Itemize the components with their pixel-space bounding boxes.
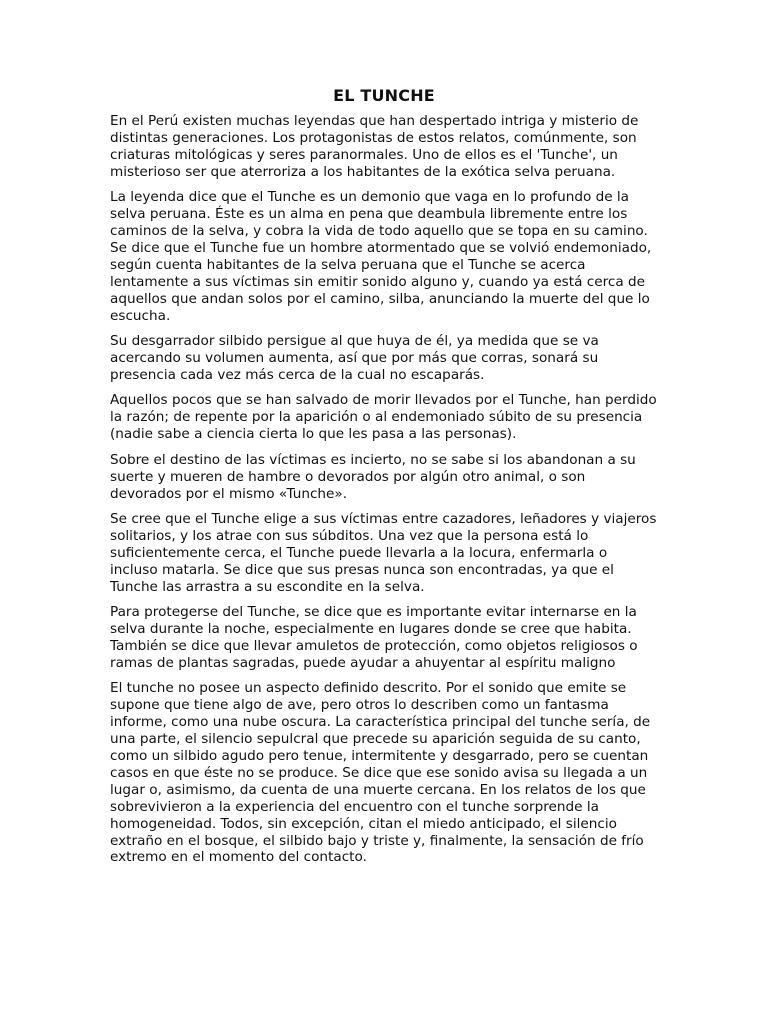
paragraph-victims-fate: Sobre el destino de las víctimas es incierto, no se sabe si los abandonan a su suerte y mueren de hambre o devorados por algún otro animal, o son devorados por el mismo «Tunche».	[110, 451, 636, 502]
document-title: EL TUNCHE	[333, 86, 435, 105]
document-body	[110, 113, 658, 866]
paragraph-survivors: Aquellos pocos que se han salvado de morir llevados por el Tunche, han perdido la razón; de repente por la aparición o al endemoniado súbito de su presencia (nadie sabe a ciencia cierta lo que les pasa a las personas).	[110, 392, 657, 443]
paragraph-protection: Para protegerse del Tunche, se dice que es importante evitar internarse en la selva durante la noche, especialmente en lugares donde se cree que habita. También se dice que llevar amuletos de protección, como objetos religiosos o ramas de plantas sagradas, puede ayudar a ahuyentar al espíritu maligno	[110, 604, 638, 671]
paragraph-legend: La leyenda dice que el Tunche es un demonio que vaga en lo profundo de la selva peruana. Éste es un alma en pena que deambula libremente entre los caminos de la selva, y cobra la vida de todo aquello que se topa en su camino. Se dice que el Tunche fue un hombre atormentado que se volvió endemoniado, según cuenta habitantes de la selva peruana que el Tunche se acerca lentamente a sus víctimas sin emitir sonido alguno y, cuando ya está cerca de aquellos que andan solos por el camino, silba, anunciando la muerte del que lo escucha.	[110, 189, 652, 324]
paragraph-chosen-victims: Se cree que el Tunche elige a sus víctimas entre cazadores, leñadores y viajeros solitarios, y los atrae con sus súbditos. Una vez que la persona está lo suficientemente cerca, el Tunche puede llevarla a la locura, enfermarla o incluso matarla. Se dice que sus presas nunca son encontradas, ya que el Tunche las arrastra a su escondite en la selva.	[110, 511, 657, 595]
paragraph-appearance: El tunche no posee un aspecto definido descrito. Por el sonido que emite se supone que tiene algo de ave, pero otros lo describen como un fantasma informe, como una nube oscura. La característica principal del tunche sería, de una parte, el silencio sepulcral que precede su aparición seguida de su canto, como un silbido agudo pero tenue, intermitente y desgarrado, pero se cuentan casos en que éste no se produce. Se dice que ese sonido avisa su llegada a un lugar o, asimismo, da cuenta de una muerte cercana. En los relatos de los que sobrevivieron a la experiencia del encuentro con el tunche sorprende la homogeneidad. Todos, sin excepción, citan el miedo anticipado, el silencio extraño en el bosque, el silbido bajo y triste y, finalmente, la sensación de frío extremo en el momento del contacto.	[110, 680, 651, 866]
paragraph-intro: En el Perú existen muchas leyendas que han despertado intriga y misterio de distintas generaciones. Los protagonistas de estos relatos, comúnmente, son criaturas mitológicas y seres paranormales. Uno de ellos es el 'Tunche', un misterioso ser que aterroriza a los habitantes de la exótica selva peruana.	[110, 113, 639, 180]
paragraph-whistle: Su desgarrador silbido persigue al que huya de él, ya medida que se va acercando su volumen aumenta, así que por más que corras, sonará su presencia cada vez más cerca de la cual no escaparás.	[110, 333, 599, 383]
